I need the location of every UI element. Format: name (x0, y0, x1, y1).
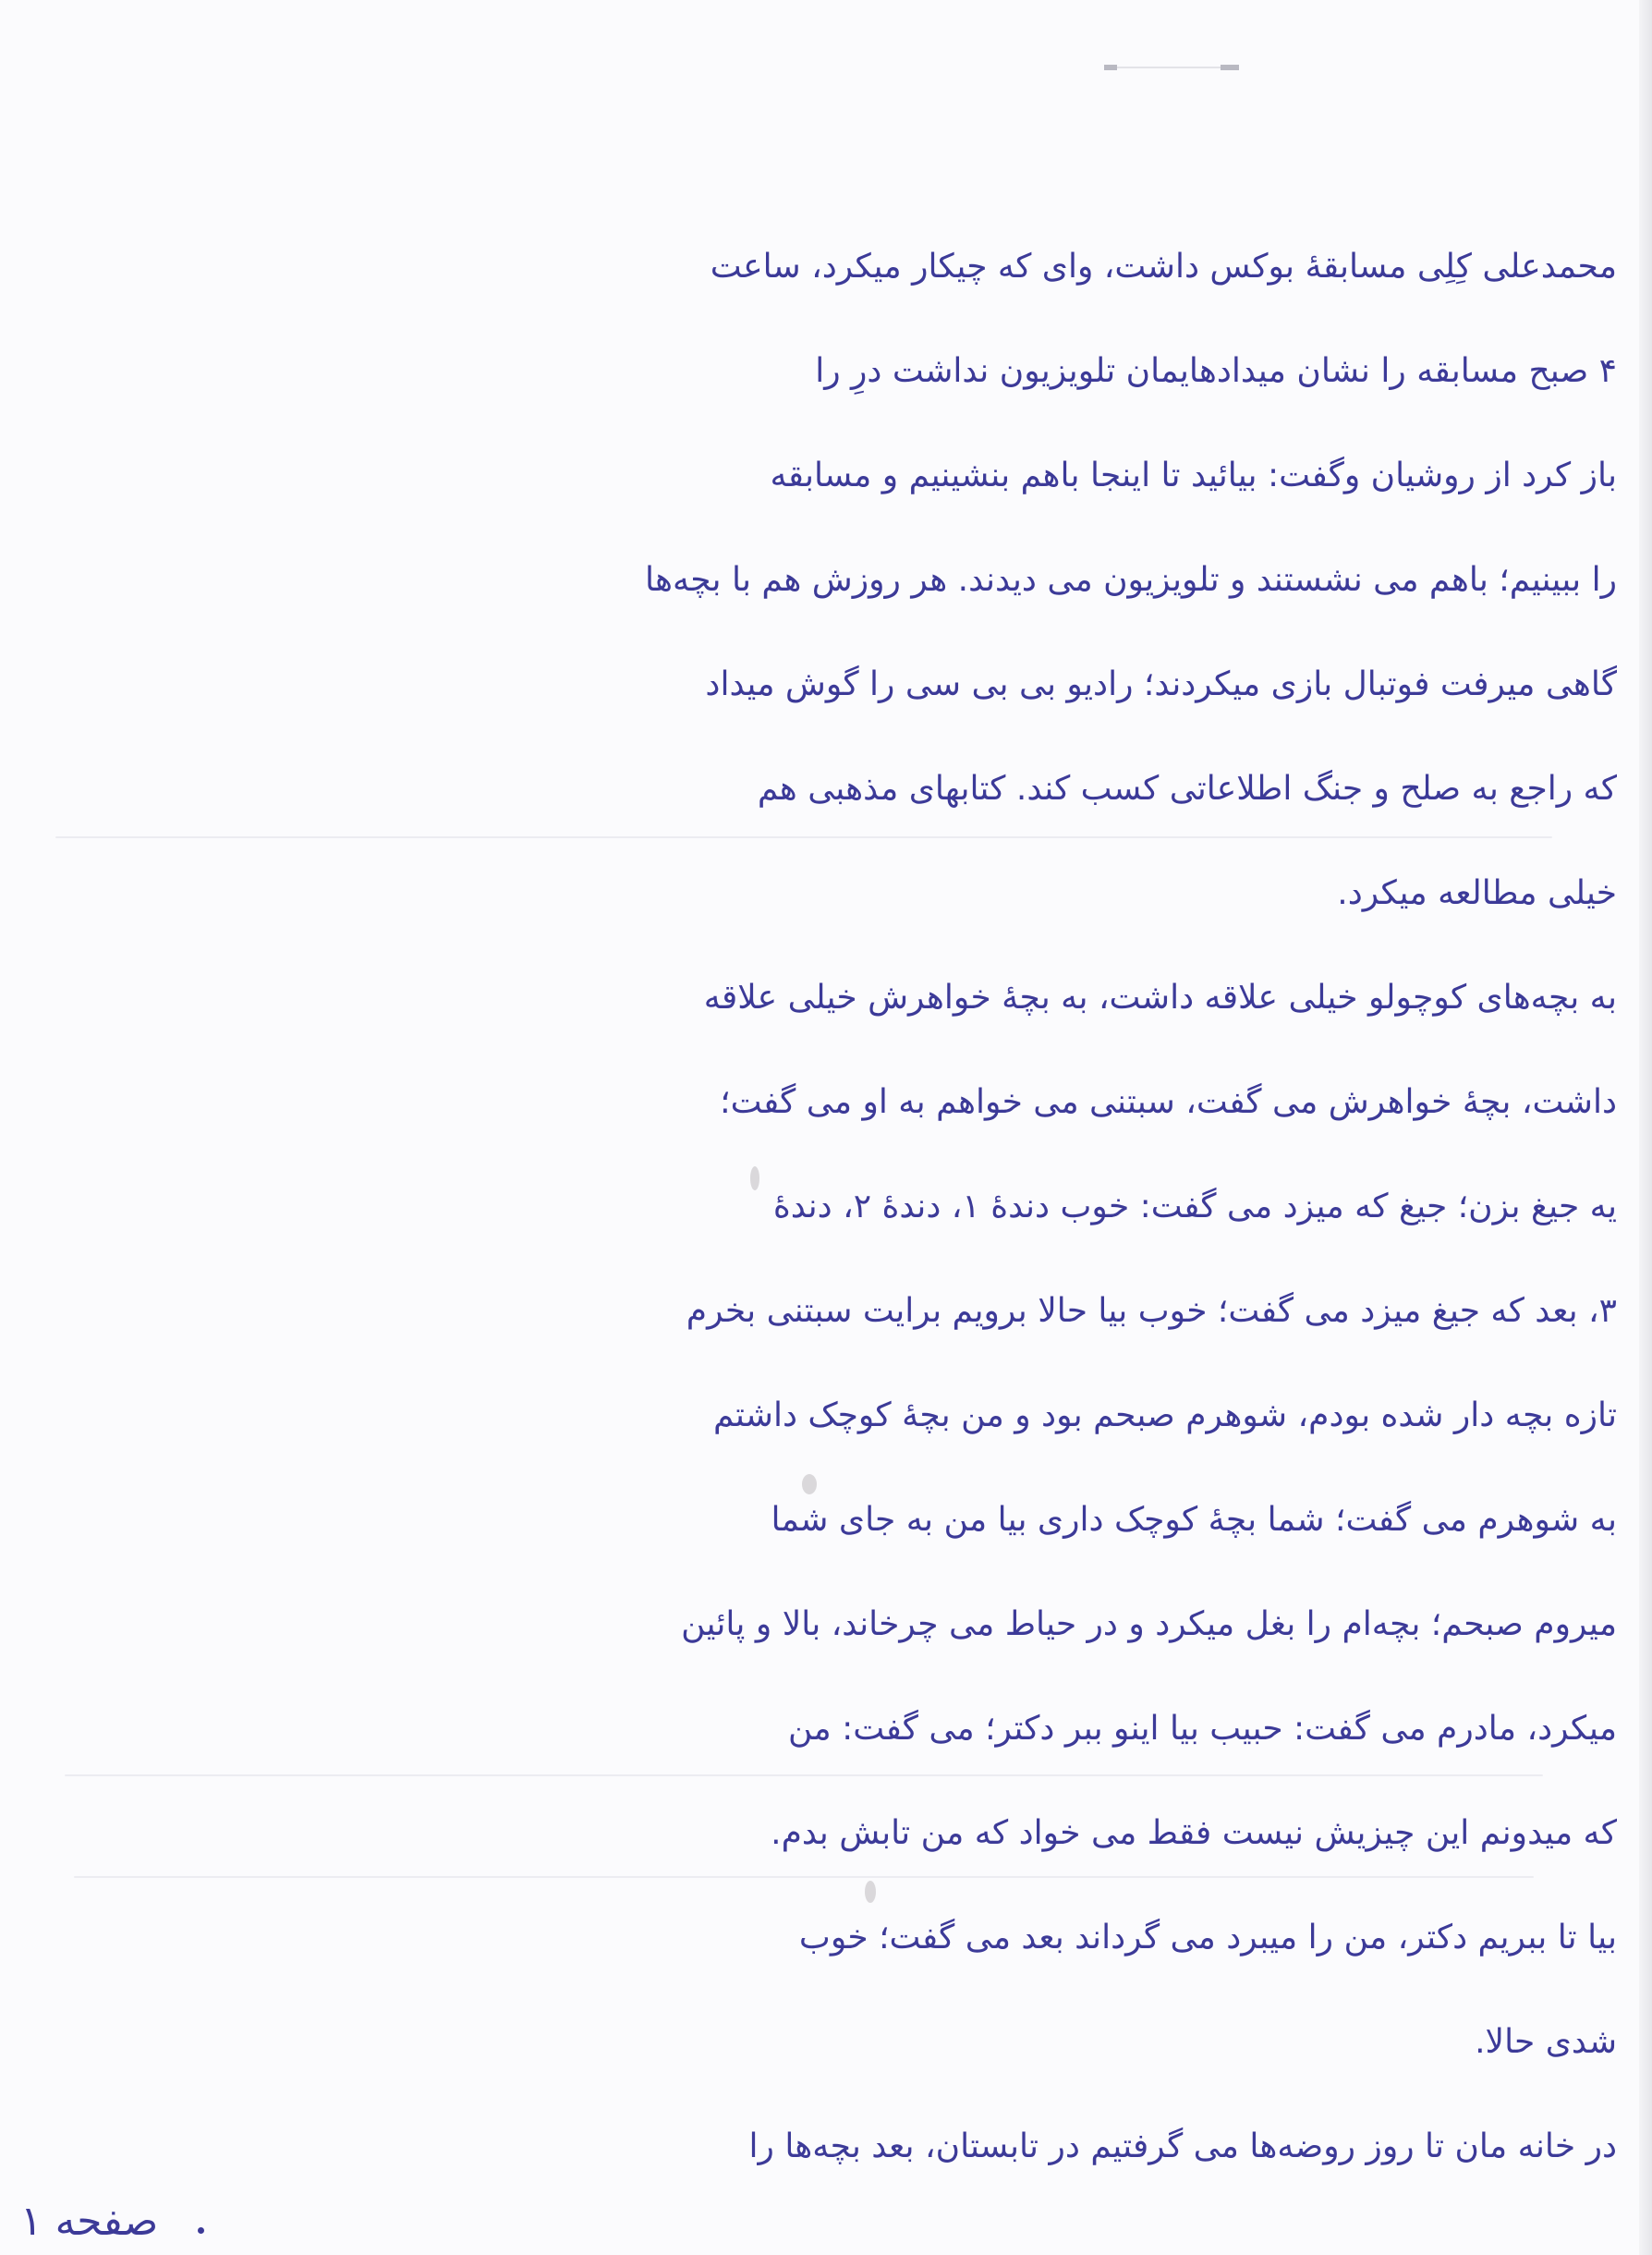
text-line: باز کرد از روشیان وگفت: بیائید تا اینجا باهم بنشینیم و مسابقه (770, 457, 1617, 494)
text-line: محمدعلی کِلِی مسابقهٔ بوکس داشت، وای که چیکار میکرد، ساعت (710, 248, 1617, 286)
text-line: که راجع به صلح و جنگ اطلاعاتی کسب کند. کتابهای مذهبی هم (757, 770, 1617, 808)
text-line: بیا تا ببریم دکتر، من را میبرد می گرداند بعد می گفت؛ خوب (798, 1919, 1617, 1956)
text-line: در خانه مان تا روز روضه‌ها می گرفتیم در تابستان، بعد بچه‌ها را (748, 2127, 1617, 2165)
text-line: میکرد، مادرم می گفت: حبیب بیا اینو ببر دکتر؛ می گفت: من (787, 1710, 1617, 1748)
text-line: داشت، بچهٔ خواهرش می گفت، سبتنی می خواهم به او می گفت؛ (720, 1083, 1617, 1121)
text-line: یه جیغ بزن؛ جیغ که میزد می گفت: خوب دندهٔ ۱، دندهٔ ۲، دندهٔ (772, 1188, 1617, 1225)
text-line: ۴ صبح مسابقه را نشان میدادهایمان تلویزیون نداشت درِ را (815, 352, 1617, 390)
text-line: میروم صبحم؛ بچه‌ام را بغل میکرد و در حیاط می چرخاند، بالا و پائین (681, 1605, 1617, 1643)
handwritten-text-block (26, 214, 1617, 2199)
text-line: به شوهرم می گفت؛ شما بچهٔ کوچک داری بیا من به جای شما (771, 1501, 1617, 1539)
text-line: گاهی میرفت فوتبال بازی میکردند؛ رادیو بی بی سی را گوش میداد (705, 665, 1617, 703)
paper-edge (1639, 0, 1652, 2255)
text-line: که میدونم این چیزیش نیست فقط می خواد که من تابش بدم. (771, 1814, 1617, 1852)
text-line: را ببینیم؛ باهم می نشستند و تلویزیون می دیدند. هر روزش هم با بچه‌ها (645, 561, 1617, 599)
text-line: شدی حالا. (1475, 2023, 1617, 2061)
text-line: تازه بچه دار شده بودم، شوهرم صبحم بود و من بچهٔ کوچک داشتم (712, 1396, 1617, 1434)
staple-mark (1104, 61, 1243, 74)
ink-dot (198, 2227, 204, 2234)
text-line: به بچه‌های کوچولو خیلی علاقه داشت، به بچهٔ خواهرش خیلی علاقه (703, 979, 1617, 1017)
text-line: ۳، بعد که جیغ میزد می گفت؛ خوب بیا حالا برویم برایت سبتنی بخرم (686, 1292, 1617, 1330)
page-number: صفحه ۱ (20, 2198, 159, 2245)
text-line: خیلی مطالعه میکرد. (1337, 874, 1617, 912)
